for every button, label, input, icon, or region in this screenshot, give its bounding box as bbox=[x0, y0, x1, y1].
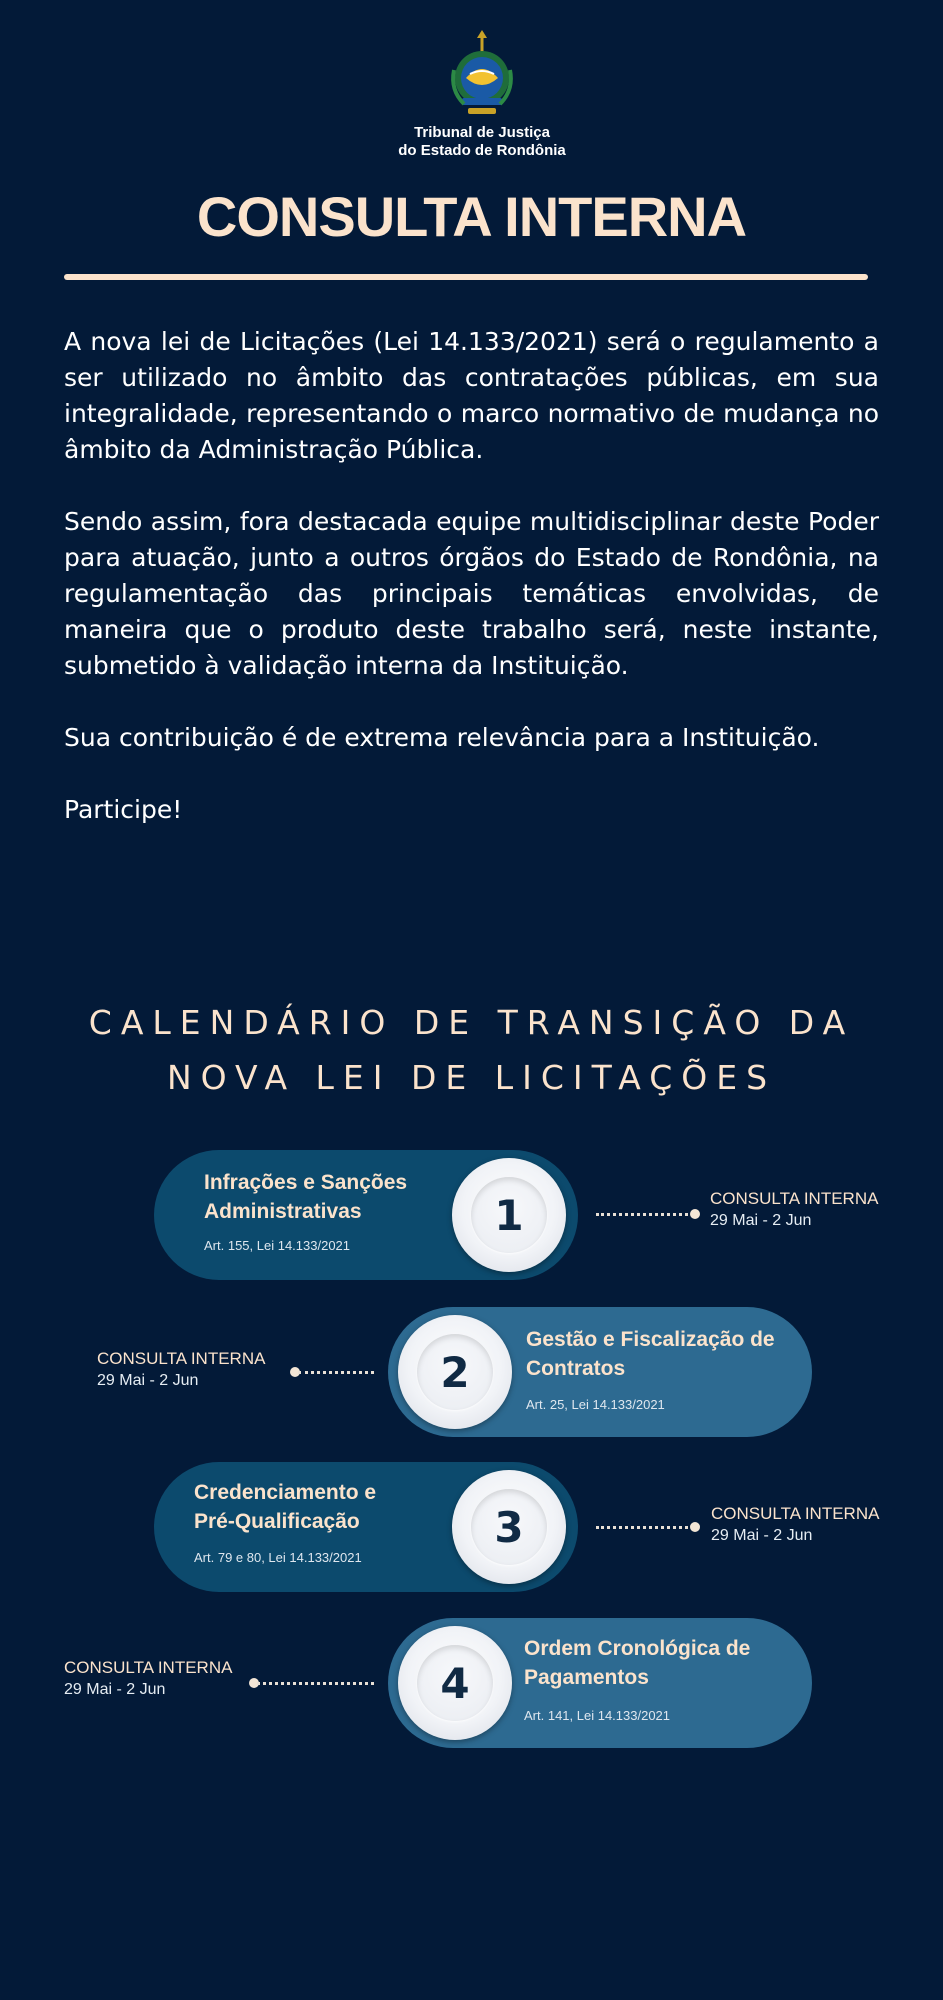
intro-text bbox=[64, 324, 879, 864]
calendar-item-reference: Art. 141, Lei 14.133/2021 bbox=[524, 1708, 671, 1723]
calendar-item-title-line2: Administrativas bbox=[204, 1200, 362, 1223]
calendar-item-title-line1: Infrações e Sanções bbox=[204, 1171, 408, 1194]
calendar-item-title bbox=[204, 1168, 484, 1226]
connector-dots bbox=[596, 1526, 694, 1529]
number-badge bbox=[398, 1626, 512, 1740]
title-divider bbox=[64, 274, 868, 280]
intro-paragraph-1: A nova lei de Licitações (Lei 14.133/2021) será o regulamento a ser utilizado no âmbito das contratações públicas, em sua integralidade, representando o marco normativo de mudança no âmbito da Administração Pública. bbox=[64, 327, 879, 464]
calendar-item-title-line1: Gestão e Fiscalização de bbox=[526, 1328, 775, 1351]
status-dates: 29 Mai - 2 Jun bbox=[711, 1527, 813, 1544]
page-title: CONSULTA INTERNA bbox=[196, 185, 747, 248]
status-label: CONSULTA INTERNA bbox=[97, 1349, 266, 1368]
calendar-item-reference: Art. 155, Lei 14.133/2021 bbox=[204, 1238, 351, 1253]
calendar-item-3 bbox=[154, 1462, 578, 1592]
calendar-title-line1: CALENDÁRIO DE TRANSIÇÃO DA bbox=[88, 1003, 855, 1042]
status-dates: 29 Mai - 2 Jun bbox=[64, 1681, 166, 1698]
calendar-item-status bbox=[64, 1657, 232, 1701]
calendar-item-1 bbox=[154, 1150, 578, 1280]
calendar-item-reference: Art. 79 e 80, Lei 14.133/2021 bbox=[194, 1550, 362, 1565]
calendar-title-line2: NOVA LEI DE LICITAÇÕES bbox=[166, 1058, 777, 1097]
connector-dots bbox=[257, 1682, 374, 1685]
calendar-item-title-line2: Pré-Qualificação bbox=[194, 1510, 360, 1533]
connector-dots bbox=[298, 1371, 374, 1374]
calendar-item-status bbox=[710, 1188, 878, 1232]
intro-paragraph-3: Sua contribuição é de extrema relevância para a Instituição. bbox=[64, 723, 820, 752]
connector-end bbox=[690, 1522, 700, 1532]
coat-of-arms-icon bbox=[446, 30, 518, 122]
status-dates: 29 Mai - 2 Jun bbox=[97, 1372, 199, 1389]
number-badge-value: 2 bbox=[417, 1334, 493, 1410]
calendar-item-title-line2: Contratos bbox=[526, 1357, 626, 1380]
org-name bbox=[332, 124, 632, 160]
number-badge-value: 1 bbox=[471, 1177, 547, 1253]
calendar-item-2 bbox=[388, 1307, 812, 1437]
number-badge bbox=[398, 1315, 512, 1429]
org-name-line2: do Estado de Rondônia bbox=[398, 142, 566, 159]
connector-dots bbox=[596, 1213, 694, 1216]
status-label: CONSULTA INTERNA bbox=[710, 1189, 879, 1208]
calendar-item-4 bbox=[388, 1618, 812, 1748]
calendar-item-title-line2: Pagamentos bbox=[524, 1666, 649, 1689]
calendar-item-status bbox=[97, 1348, 265, 1392]
org-name-line1: Tribunal de Justiça bbox=[414, 124, 550, 141]
number-badge bbox=[452, 1470, 566, 1584]
calendar-item-title bbox=[524, 1634, 804, 1692]
number-badge-value: 3 bbox=[471, 1489, 547, 1565]
status-dates: 29 Mai - 2 Jun bbox=[710, 1212, 812, 1229]
calendar-item-reference: Art. 25, Lei 14.133/2021 bbox=[526, 1397, 665, 1412]
calendar-item-title-line1: Credenciamento e bbox=[194, 1481, 377, 1504]
number-badge-value: 4 bbox=[417, 1645, 493, 1721]
connector-end bbox=[690, 1209, 700, 1219]
calendar-item-title bbox=[194, 1478, 474, 1536]
status-label: CONSULTA INTERNA bbox=[711, 1504, 880, 1523]
calendar-item-status bbox=[711, 1503, 879, 1547]
intro-paragraph-4: Participe! bbox=[64, 795, 183, 824]
calendar-title bbox=[0, 995, 943, 1105]
calendar-item-title-line1: Ordem Cronológica de bbox=[524, 1637, 751, 1660]
calendar-item-title bbox=[526, 1325, 806, 1383]
status-label: CONSULTA INTERNA bbox=[64, 1658, 233, 1677]
intro-paragraph-2: Sendo assim, fora destacada equipe multidisciplinar deste Poder para atuação, junto a outros órgãos do Estado de Rondônia, na regulamentação das principais temáticas envolvidas, de maneira que o produto deste trabalho será, neste instante, submetido à validação interna da Instituição. bbox=[64, 507, 879, 680]
number-badge bbox=[452, 1158, 566, 1272]
